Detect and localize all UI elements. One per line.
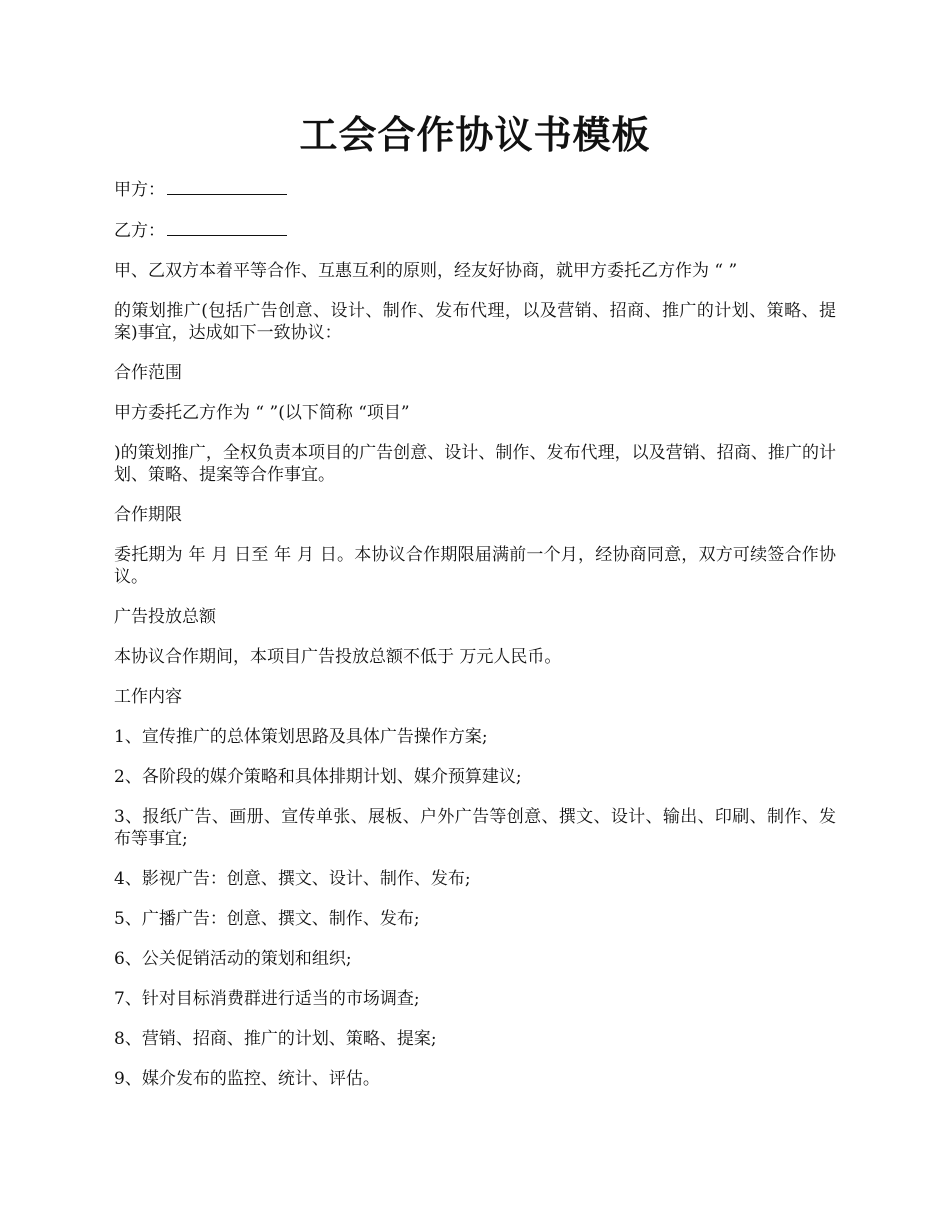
budget-paragraph: 本协议合作期间，本项目广告投放总额不低于 万元人民币。 [114,647,562,667]
party-a-label: 甲方： [114,180,165,200]
party-b-line [114,219,836,242]
scope-paragraph-1: 甲方委托乙方作为 “ ”(以下简称 “项目” [114,403,410,423]
work-item-5: 5、广播广告：创意、撰文、制作、发布; [114,909,420,929]
term-paragraph: 委托期为 年 月 日至 年 月 日。本协议合作期限届满前一个月，经协商同意，双方可续签合作协议。 [114,545,836,587]
party-b-label: 乙方： [114,221,165,241]
scope-paragraph-2: )的策划推广，全权负责本项目的广告创意、设计、制作、发布代理，以及营销、招商、推广的计划、策略、提案等合作事宜。 [114,443,836,485]
work-item-6: 6、公关促销活动的策划和组织; [114,949,352,969]
budget-heading: 广告投放总额 [114,607,216,627]
work-item-7: 7、针对目标消费群进行适当的市场调查; [114,989,420,1009]
work-item-1: 1、宣传推广的总体策划思路及具体广告操作方案; [114,727,488,747]
intro-paragraph-1: 甲、乙双方本着平等合作、互惠互利的原则，经友好协商，就甲方委托乙方作为 “ ” [114,261,738,281]
work-heading: 工作内容 [114,687,182,707]
party-a-blank [167,178,287,195]
work-item-9: 9、媒介发布的监控、统计、评估。 [114,1069,380,1089]
intro-paragraph-2: 的策划推广(包括广告创意、设计、制作、发布代理，以及营销、招商、推广的计划、策略、提案)事宜，达成如下一致协议： [114,301,836,343]
work-item-2: 2、各阶段的媒介策略和具体排期计划、媒介预算建议; [114,767,522,787]
work-item-3: 3、报纸广告、画册、宣传单张、展板、户外广告等创意、撰文、设计、输出、印刷、制作、发布等事宜; [114,807,836,849]
scope-heading: 合作范围 [114,363,182,383]
document-title: 工会合作协议书模板 [299,112,651,157]
work-item-8: 8、营销、招商、推广的计划、策略、提案; [114,1029,437,1049]
party-a-line [114,178,836,201]
term-heading: 合作期限 [114,505,182,525]
party-b-blank [167,219,287,236]
work-item-4: 4、影视广告：创意、撰文、设计、制作、发布; [114,869,471,889]
